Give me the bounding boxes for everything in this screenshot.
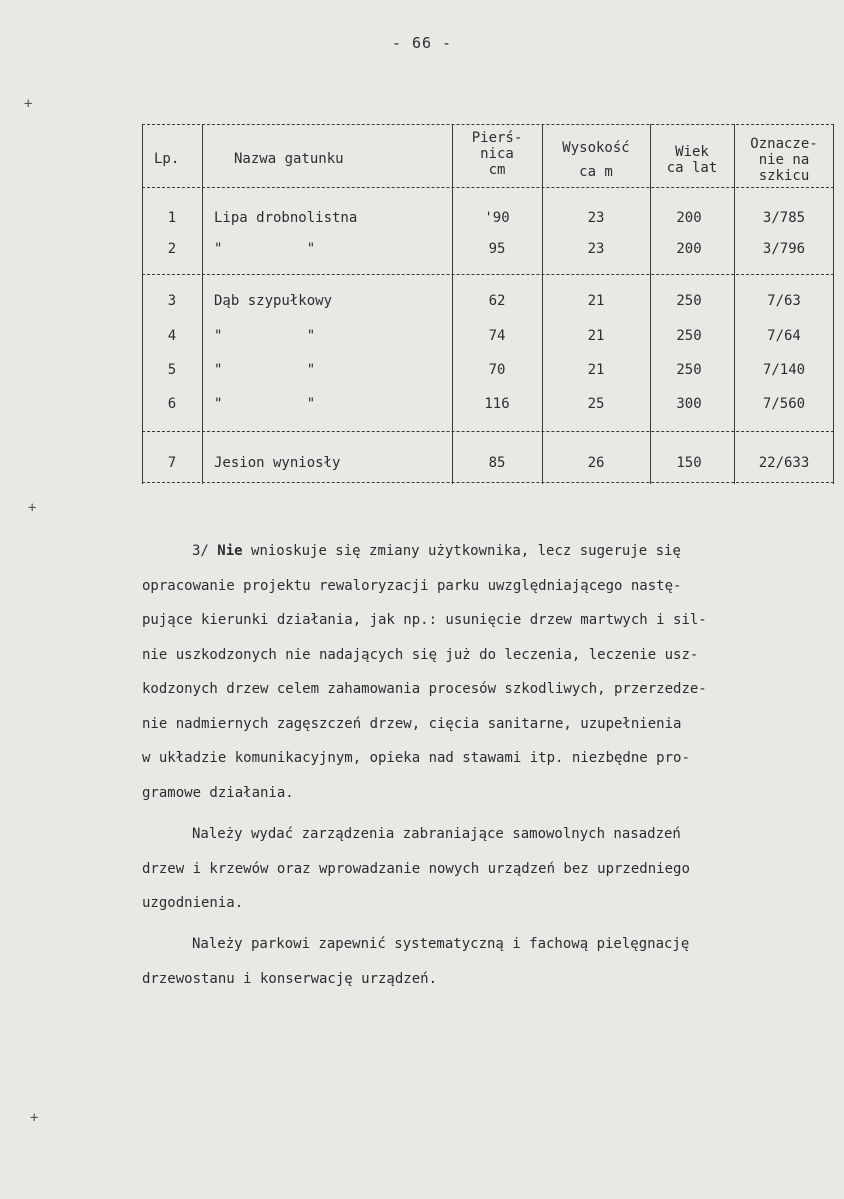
table-cell-wiek: 150 — [676, 455, 702, 471]
table-cell-name: Jesion wyniosły — [214, 455, 341, 471]
table-cell-oznaczenie: 3/785 — [762, 210, 806, 226]
table-cell-wiek: 250 — [676, 293, 702, 309]
table-rule — [734, 124, 735, 484]
line-text: pujące kierunki działania, jak np.: usunięcie drzew martwych i sil- — [142, 612, 707, 628]
table-cell-name: " " — [214, 396, 316, 412]
table-rule — [452, 124, 453, 484]
table-cell-piersnica: 116 — [484, 396, 510, 412]
text-line — [142, 962, 832, 997]
table-cell-name: " " — [214, 328, 316, 344]
line-text: drzewostanu i konserwację urządzeń. — [142, 970, 438, 987]
table-cell-oznaczenie: 3/796 — [762, 241, 806, 257]
table-cell-wysokosc: 23 — [587, 241, 605, 257]
emphasis-word: Nie — [217, 543, 243, 559]
table-rule — [202, 124, 203, 484]
table-rule — [142, 274, 834, 275]
table-cell-piersnica: 95 — [488, 241, 506, 257]
table-cell-lp: 2 — [167, 241, 177, 257]
table-cell-lp: 1 — [167, 210, 177, 226]
text-line — [142, 603, 832, 638]
table-cell-wysokosc: 21 — [587, 328, 605, 344]
table-cell-wysokosc: 26 — [587, 455, 605, 471]
table-rule — [142, 431, 834, 432]
table-cell-lp: 4 — [167, 328, 177, 344]
paragraph-regulations — [142, 817, 832, 921]
table-cell-oznaczenie: 7/63 — [767, 293, 801, 309]
table-cell-piersnica: 62 — [488, 293, 506, 309]
table-cell-name: Dąb szypułkowy — [214, 293, 333, 309]
text-line — [142, 569, 832, 604]
table-cell-oznaczenie: 7/560 — [762, 396, 806, 412]
text-line — [142, 638, 832, 673]
line-text: Należy wydać zarządzenia zabraniające samowolnych nasadzeń — [192, 826, 681, 842]
text-line — [142, 534, 832, 569]
line-text: gramowe działania. — [142, 784, 294, 801]
table-cell-piersnica: 85 — [488, 455, 506, 471]
text-line — [142, 927, 832, 962]
table-rule — [542, 124, 543, 484]
header-lp: Lp. — [154, 151, 180, 167]
header-oznaczenie: Oznacze- nie na szkicu — [750, 136, 818, 184]
line-text: nie uszkodzonych nie nadających się już do leczenia, leczenie usz- — [142, 646, 699, 663]
header-wysokosc: Wysokość ca m — [562, 140, 630, 180]
text-line — [142, 672, 832, 707]
table-cell-wysokosc: 25 — [587, 396, 605, 412]
text-line — [142, 707, 832, 742]
line-text: uzgodnienia. — [142, 895, 244, 911]
table-cell-oznaczenie: 7/64 — [767, 328, 801, 344]
table-cell-wysokosc: 23 — [587, 210, 605, 226]
table-cell-lp: 3 — [167, 293, 177, 309]
header-wiek: Wiek ca lat — [666, 144, 718, 176]
header-name: Nazwa gatunku — [234, 151, 344, 167]
table-cell-piersnica: '90 — [484, 210, 510, 226]
punch-mark-icon: + — [30, 1110, 39, 1126]
text-line — [142, 741, 832, 776]
line-text: drzew i krzewów oraz wprowadzanie nowych urządzeń bez uprzedniego — [142, 860, 690, 877]
table-cell-piersnica: 70 — [488, 362, 506, 378]
paragraph-maintenance — [142, 927, 832, 996]
text-line — [142, 852, 832, 887]
table-cell-oznaczenie: 22/633 — [758, 455, 810, 471]
text-line — [142, 776, 832, 811]
table-cell-name: " " — [214, 362, 316, 378]
table-cell-wiek: 250 — [676, 362, 702, 378]
table-cell-oznaczenie: 7/140 — [762, 362, 806, 378]
table-cell-wysokosc: 21 — [587, 362, 605, 378]
line-text: opracowanie projektu rewaloryzacji parku uwzględniającego nastę- — [142, 577, 682, 594]
table-cell-wiek: 250 — [676, 328, 702, 344]
table-rule — [142, 124, 143, 484]
paragraph-recommendation — [142, 534, 832, 810]
line-text: w układzie komunikacyjnym, opieka nad stawami itp. niezbędne pro- — [142, 750, 690, 766]
punch-mark-icon: + — [28, 500, 37, 516]
table-rule — [833, 124, 834, 484]
text-line — [142, 886, 832, 921]
table-rule — [142, 482, 834, 483]
table-cell-piersnica: 74 — [488, 328, 506, 344]
table-cell-wiek: 200 — [676, 210, 702, 226]
line-text: Należy parkowi zapewnić systematyczną i fachową pielęgnację — [192, 936, 690, 952]
header-piersnica: Pierś- nica cm — [471, 130, 523, 178]
table-cell-wiek: 200 — [676, 241, 702, 257]
text-line — [142, 817, 832, 852]
table-cell-name: " " — [214, 241, 316, 257]
punch-mark-icon: + — [24, 96, 33, 112]
table-cell-lp: 6 — [167, 396, 177, 412]
line-text: nie nadmiernych zagęszczeń drzew, cięcia sanitarne, uzupełnienia — [142, 715, 682, 732]
table-cell-wiek: 300 — [676, 396, 702, 412]
table-cell-wysokosc: 21 — [587, 293, 605, 309]
line-text: kodzonych drzew celem zahamowania procesów szkodliwych, przerzedze- — [142, 681, 707, 697]
table-cell-lp: 7 — [167, 455, 177, 471]
table-rule — [142, 124, 834, 125]
tree-table — [142, 124, 834, 484]
table-rule — [142, 187, 834, 188]
table-cell-name: Lipa drobnolistna — [214, 210, 358, 226]
table-cell-lp: 5 — [167, 362, 177, 378]
list-marker: 3/ — [192, 543, 218, 559]
table-rule — [650, 124, 651, 484]
line-text: wnioskuje się zmiany użytkownika, lecz sugeruje się — [242, 543, 681, 559]
page-number: - 66 - — [391, 34, 453, 52]
